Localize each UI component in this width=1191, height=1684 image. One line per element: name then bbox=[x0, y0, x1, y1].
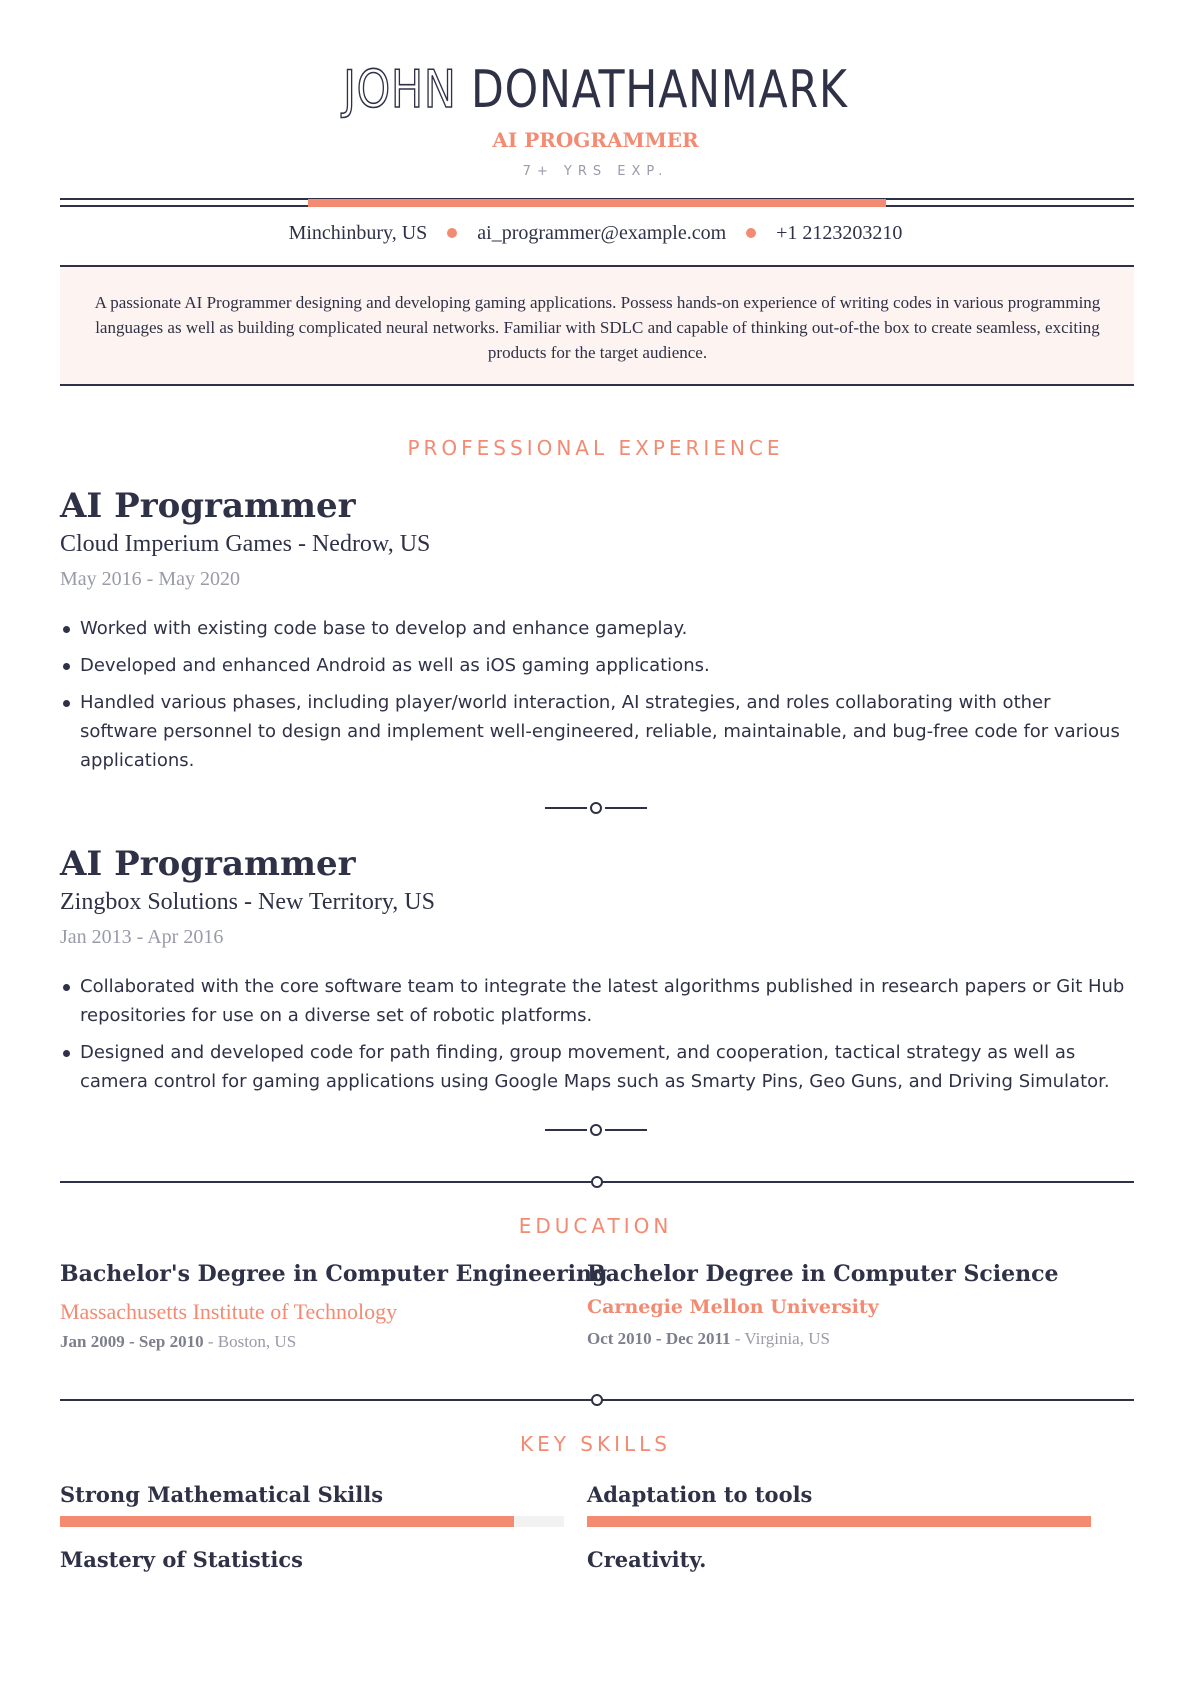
job-bullets bbox=[60, 972, 1130, 1104]
section-separator bbox=[60, 1394, 1134, 1406]
skill-bar-fill bbox=[587, 1516, 1091, 1527]
education-degree: Bachelor Degree in Computer Science bbox=[587, 1261, 1059, 1287]
education-meta bbox=[60, 1332, 296, 1352]
dot-icon bbox=[746, 228, 756, 238]
skill-name: Adaptation to tools bbox=[587, 1482, 813, 1507]
education-school: Massachusetts Institute of Technology bbox=[60, 1299, 398, 1324]
list-item: Handled various phases, including player/world interaction, AI strategies, and roles collaborating with other software personnel to design and implement well-engineered, reliable, maintainable, and bug-free code for various applications. bbox=[60, 688, 1130, 775]
job-company: Cloud Imperium Games - Nedrow, US bbox=[60, 531, 431, 557]
list-item: Worked with existing code base to develop and enhance gameplay. bbox=[60, 614, 1130, 643]
entry-separator bbox=[545, 802, 647, 814]
name-first: JOHN bbox=[343, 60, 457, 120]
job-dates: May 2016 - May 2020 bbox=[60, 568, 240, 590]
job-title: AI Programmer bbox=[60, 844, 356, 884]
skill-name: Strong Mathematical Skills bbox=[60, 1482, 384, 1507]
circle-icon bbox=[590, 802, 602, 814]
education-school: Carnegie Mellon University bbox=[587, 1296, 879, 1318]
skill-bar-fill bbox=[60, 1516, 514, 1527]
education-meta bbox=[587, 1329, 830, 1349]
list-item: Collaborated with the core software team to integrate the latest algorithms published in research papers or Git Hub repositories for use on a diverse set of robotic platforms. bbox=[60, 972, 1130, 1030]
education-location: - Virginia, US bbox=[730, 1329, 830, 1348]
education-dates: Oct 2010 - Dec 2011 bbox=[587, 1329, 731, 1348]
skill-bar bbox=[587, 1516, 1091, 1527]
circle-icon bbox=[591, 1394, 603, 1406]
list-item: Designed and developed code for path finding, group movement, and cooperation, tactical strategy as well as camera control for gaming applications using Google Maps such as Smarty Pins, Geo Guns, and Driving Simulator. bbox=[60, 1038, 1130, 1096]
name-last: DONATHANMARK bbox=[471, 60, 848, 120]
contact-phone[interactable]: +1 2123203210 bbox=[776, 222, 903, 244]
section-title-experience: PROFESSIONAL EXPERIENCE bbox=[407, 436, 784, 460]
candidate-title: AI PROGRAMMER bbox=[492, 128, 699, 152]
section-title-skills: KEY SKILLS bbox=[519, 1432, 671, 1456]
job-dates: Jan 2013 - Apr 2016 bbox=[60, 926, 224, 948]
skill-bar bbox=[60, 1516, 564, 1527]
circle-icon bbox=[590, 1124, 602, 1136]
experience-years: 7+ YRS EXP. bbox=[522, 164, 669, 179]
job-company: Zingbox Solutions - New Territory, US bbox=[60, 889, 435, 915]
dot-icon bbox=[447, 228, 457, 238]
list-item: Developed and enhanced Android as well as iOS gaming applications. bbox=[60, 651, 1130, 680]
circle-icon bbox=[591, 1176, 603, 1188]
job-title: AI Programmer bbox=[60, 486, 356, 526]
section-title-education: EDUCATION bbox=[518, 1214, 673, 1238]
contact-line bbox=[0, 222, 1191, 245]
education-location: - Boston, US bbox=[203, 1332, 297, 1351]
education-dates: Jan 2009 - Sep 2010 bbox=[60, 1332, 204, 1351]
entry-separator bbox=[545, 1124, 647, 1136]
candidate-name bbox=[107, 58, 1084, 122]
skill-name: Mastery of Statistics bbox=[60, 1547, 303, 1572]
header-accent-bar bbox=[308, 199, 886, 207]
skill-name: Creativity. bbox=[587, 1547, 707, 1572]
contact-location: Minchinbury, US bbox=[288, 222, 428, 244]
section-separator bbox=[60, 1176, 1134, 1188]
summary-text: A passionate AI Programmer designing and developing gaming applications. Possess hands-on experience of writing codes in various programming languages as well as building complicated neural networks. Familiar with SDLC and capable of thinking out-of-the box to create seamless, exciting products for the target audience. bbox=[94, 293, 1101, 362]
contact-email[interactable]: ai_programmer@example.com bbox=[477, 222, 727, 244]
job-bullets bbox=[60, 614, 1130, 783]
education-degree: Bachelor's Degree in Computer Engineering bbox=[60, 1261, 608, 1287]
